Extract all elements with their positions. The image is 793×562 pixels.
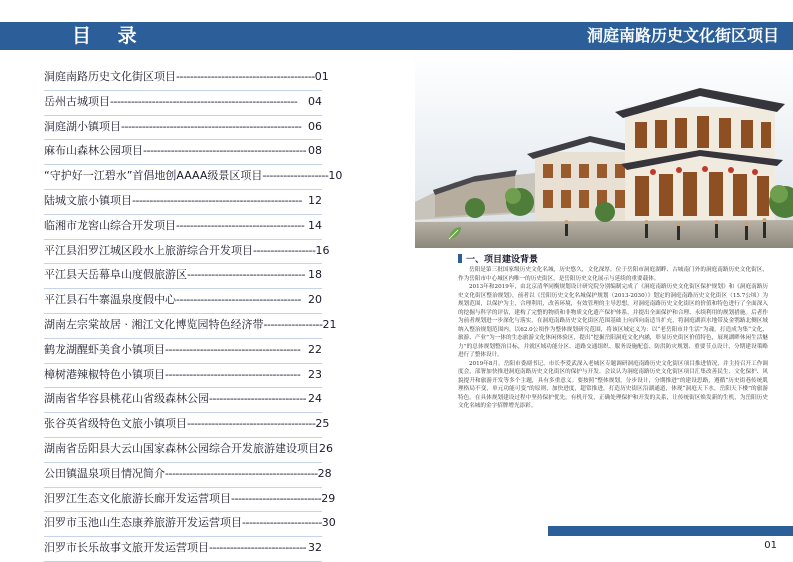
toc-item[interactable] [44, 165, 343, 190]
toc-item-leader: ------------------------------------------------- [132, 193, 302, 207]
toc-item-title: 汨罗江生态文化旅游长廊开发运营项目 [44, 491, 231, 505]
toc-item-leader: ---------------------------------------------------- [121, 119, 302, 133]
toc-item-leader: ------------------------------------- [187, 417, 316, 431]
toc-item-title: 张谷英省级特色文旅小镇项目 [44, 417, 187, 431]
section-heading-text: 一、项目建设背景 [466, 255, 539, 265]
toc-item-title: 陆城文旅小镇项目 [44, 193, 132, 207]
toc-item-title: 洞庭南路历史文化街区项目 [44, 70, 176, 83]
toc-item-title: 汨罗市玉池山生态康养旅游开发运营项目 [44, 516, 242, 530]
toc-item-page: 26 [319, 441, 333, 455]
heading-mark-icon [458, 254, 462, 263]
project-title: 洞庭南路历史文化街区项目 [586, 26, 779, 45]
toc-item-page: 22 [308, 342, 322, 356]
toc-item-page: 28 [317, 466, 332, 480]
toc-item-leader: ---------------------------- [209, 541, 307, 555]
toc-item[interactable] [44, 537, 322, 562]
toc-item[interactable] [44, 289, 322, 314]
footer-bar [548, 526, 793, 536]
toc-item[interactable] [44, 91, 322, 116]
toc-item-leader: ----------------- [263, 317, 323, 331]
toc-item-leader: ------------------------------------- [176, 218, 305, 232]
toc-item[interactable] [44, 264, 322, 289]
toc-item-leader: --------------------------------------- [165, 342, 301, 356]
toc-item-title: 洞庭湖小镇项目 [44, 119, 121, 133]
toc-item-leader: -------------------------- [231, 491, 322, 505]
toc-item-page: 18 [308, 268, 322, 282]
toc-item-page: 30 [321, 516, 336, 530]
table-of-contents [44, 66, 343, 562]
toc-item-title: 平江县汨罗江城区段水上旅游综合开发项目 [44, 243, 253, 257]
toc-item-page: 14 [308, 218, 322, 232]
toc-item-page: 24 [308, 392, 322, 406]
toc-title: 目 录 [72, 25, 147, 47]
toc-item-page: 08 [308, 144, 322, 158]
toc-item-leader: --------------------------------------- [165, 367, 301, 381]
toc-item[interactable] [44, 463, 332, 488]
toc-item-title: 麻布山森林公园项目 [44, 144, 143, 158]
toc-item[interactable] [44, 314, 337, 339]
toc-item-page: 04 [308, 94, 322, 108]
toc-item-title: 平江县石牛寨温泉度假中心 [44, 293, 176, 307]
toc-item-leader: ------------------- [262, 169, 329, 183]
toc-item-page: 10 [328, 169, 343, 183]
toc-item-page: 21 [322, 317, 337, 331]
toc-item-page: 23 [308, 367, 322, 381]
toc-item[interactable] [44, 116, 322, 141]
toc-item-title: 鹤龙湖醒虾美食小镇项目 [44, 342, 165, 356]
toc-item-leader: ----------------------------------------------- [143, 144, 307, 158]
section-body [458, 266, 768, 411]
street-rendering-image [415, 52, 793, 248]
toc-item[interactable] [44, 488, 336, 513]
toc-item[interactable] [44, 438, 333, 463]
toc-item-leader: ---------------------------------- [187, 268, 305, 282]
section-heading [458, 252, 538, 265]
page-number: 01 [764, 540, 777, 551]
toc-item[interactable] [44, 413, 330, 438]
toc-item-leader: ------------------------------------------------------ [110, 94, 298, 108]
toc-item[interactable] [44, 388, 322, 413]
leaf-decoration-icon [448, 226, 462, 240]
toc-item[interactable] [44, 364, 322, 389]
toc-item-title: 樟树港辣椒特色小镇项目 [44, 367, 165, 381]
toc-item-leader: ------------------------------------ [176, 293, 301, 307]
toc-item-page: 16 [315, 243, 330, 257]
toc-item-title: 湖南省华容县桃花山省级森林公园 [44, 392, 209, 406]
toc-item-page: 12 [308, 193, 322, 207]
toc-item-title: 岳州古城项目 [44, 94, 110, 108]
toc-item-title: 平江县天岳幕阜山度假旅游区 [44, 268, 187, 282]
toc-item[interactable] [44, 215, 322, 240]
toc-item-title: “守护好一江碧水”首倡地创AAAA级景区项目 [44, 169, 263, 183]
body-paragraph: 2019年8月，岳阳市委副书记、市长李爱武深入老城区专题调研洞庭南路历史文化街区项目推进情况，并主持召开工作调度会，部署加快推进洞庭南路历史文化街区的保护与开发。会议认为洞庭南路历史文化街区项目汇集改善民生、文化保护、风貌提升和旅游开发等多个主题，具有多重意义。要按照“整体规划，分步设计，分期推进”的建设思路，遵循“历史街巷传统肌理格局不变，单元功能可变”的原则，加快进度，超常推进，打造历史街区沿湖通道，体现“洞庭天下水，岳阳天下楼”的旅游特色。在具体规划建设过程中坚持保护优先，有机开发，正确处理保护和开发的关系，让传统街区焕发新的生机，为岳阳历史文化名城的金字招牌增光添彩。 [458, 360, 768, 409]
toc-item-title: 临湘市龙窖山综合开发项目 [44, 218, 176, 232]
toc-item-leader: -------------------------------------------- [165, 466, 318, 480]
body-paragraph: 岳阳是第三批国家级历史文化名城，历史悠久，文化深厚。位于岳阳市洞庭湖畔、古城南门外的洞庭南路历史文化街区，作为岳阳市中心城区内唯一的历史街区，是岳阳历史文化展示与延续的重要载体。 [458, 267, 768, 282]
toc-item[interactable] [44, 512, 336, 537]
body-paragraph: 2013年和2019年，由北京清华同衡规划设计研究院分别编制完成了《洞庭南路历史文化街区保护规划》和《洞庭南路历史文化街区整治规划》，前者以《岳阳历史文化名城保护规划（2013-2030）》划定的洞庭南路历史文化街区（15.7公顷）为规划范围，以保护为主，合理利用，改善环境，有效管理的主导思想，对洞庭南路历史文化街区的价值和特色进行了全面深入的挖掘与科学的评估，建构了完整的物质和非物质文化遗产保护体系，并提出全面保护和合理、永续利用的规划措施。后者作为前者规划进一步深化与落实，在洞庭南路历史文化街区范围基础上向西向南适当扩充，将洞庭湖滨水地带及金鹗路北侧区域纳入整治规划范围内，以62.0公顷作为整体规划研究范围，将该区域定义为：以“老岳阳市井生活”为魂，打造成为集“文化、旅游、产业”为一体的生态旅游文化休闲体验区，提出“挖掘岳阳洞庭文化内涵，彰显历史街区价值特色，展现湖畔休闲生活魅力”的总体规划整治目标，并就区域功能分区、道路交通组织、服务设施配套、防洪防灾规划、重要节点设计，分期建设策略进行了整体设计。 [458, 284, 768, 358]
toc-item[interactable] [44, 66, 329, 91]
toc-item[interactable] [44, 240, 330, 265]
toc-item-page: 01 [314, 70, 329, 83]
toc-item-title: 公田镇温泉项目情况简介 [44, 466, 165, 480]
toc-item-title: 湖南左宗棠故居 · 湘江文化博览园特色经济带 [44, 317, 264, 331]
toc-item-page: 06 [308, 119, 322, 133]
toc-item-leader: ------------------ [253, 243, 316, 257]
toc-item-title: 汨罗市长乐故事文旅开发运营项目 [44, 541, 209, 555]
toc-item[interactable] [44, 140, 322, 165]
toc-item-page: 32 [308, 541, 322, 555]
toc-item-leader: ---------------------------------------- [176, 70, 315, 83]
toc-item-page: 29 [321, 491, 336, 505]
toc-item-page: 25 [315, 417, 330, 431]
toc-item-title: 湖南省岳阳县大云山国家森林公园综合开发旅游建设项目 [44, 441, 319, 455]
toc-item-leader: ---------------------------- [209, 392, 307, 406]
toc-item-leader: ----------------------- [242, 516, 322, 530]
toc-item[interactable] [44, 339, 322, 364]
toc-item[interactable] [44, 190, 322, 215]
toc-item-page: 20 [308, 293, 322, 307]
